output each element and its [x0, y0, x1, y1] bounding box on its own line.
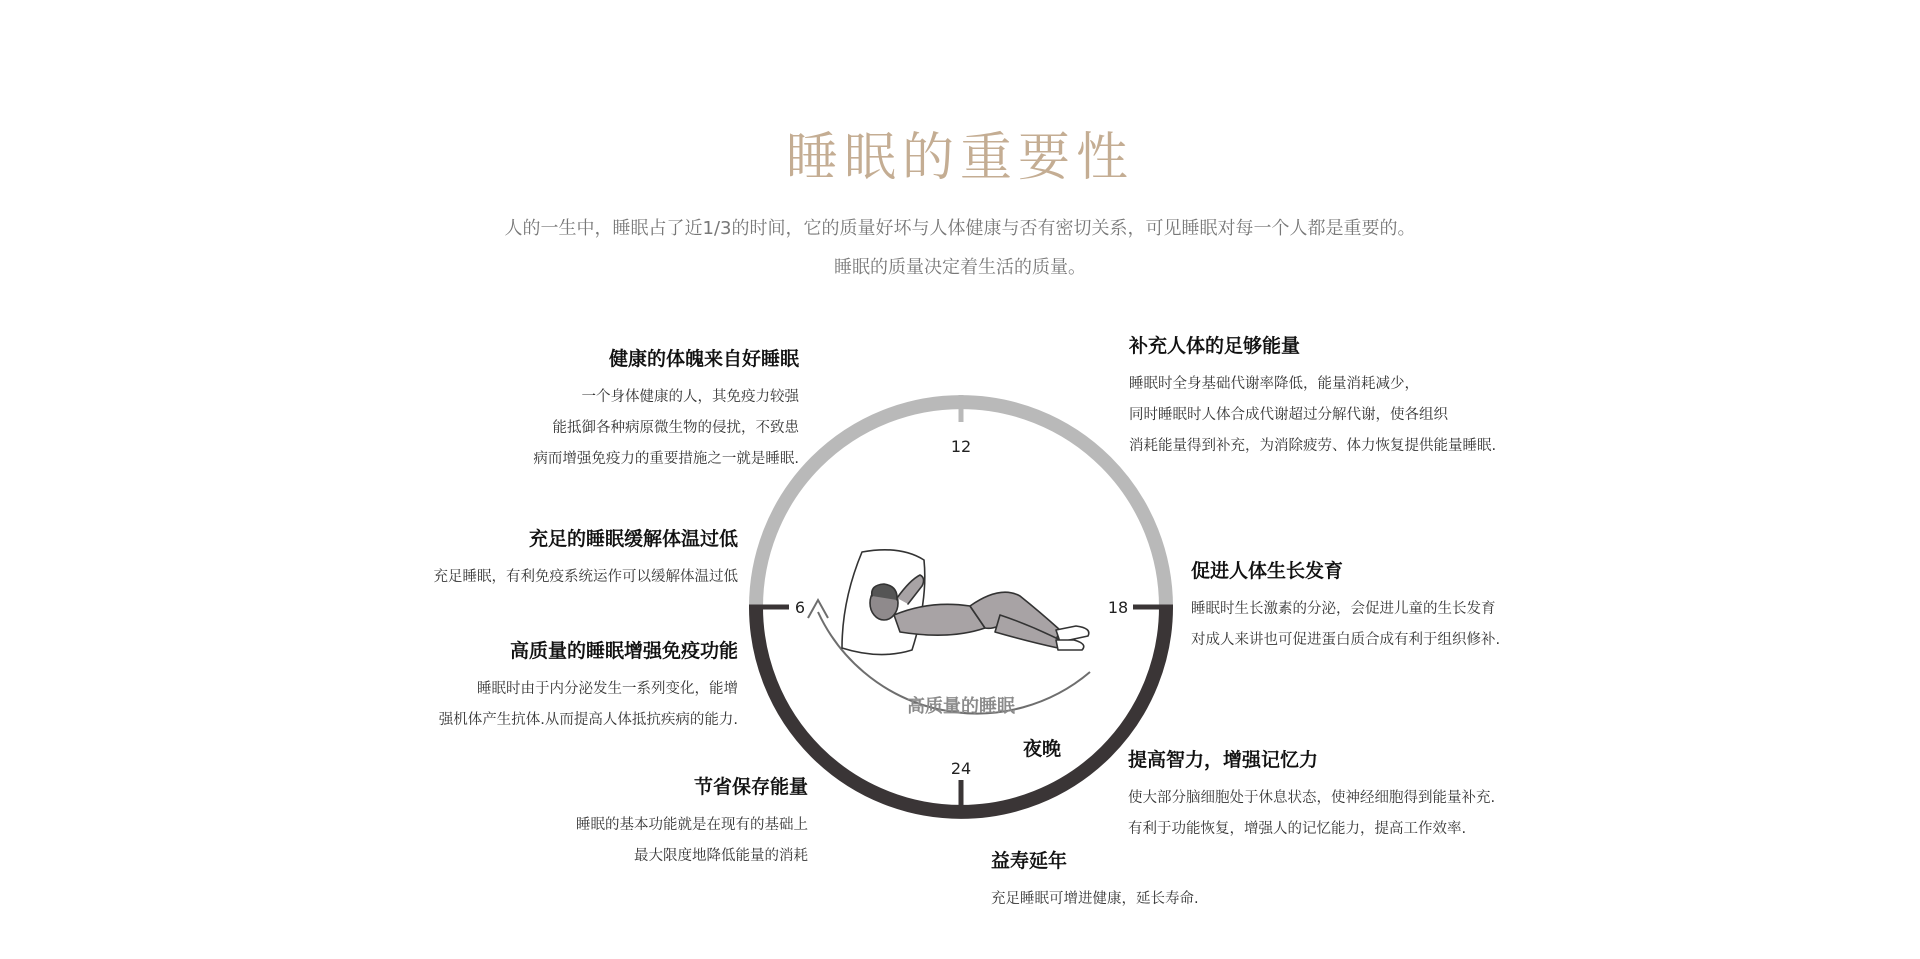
- block-line: 一个身体健康的人，其免疫力较强: [581, 389, 799, 405]
- block-line: 消耗能量得到补充，为消除疲劳、体力恢复提供能量睡眠.: [1129, 438, 1497, 454]
- block-memory: [1128, 747, 1495, 845]
- block-growth: [1191, 558, 1500, 656]
- block-title: 高质量的睡眠增强免疫功能: [509, 640, 738, 662]
- block-title: 促进人体生长发育: [1191, 560, 1344, 582]
- block-line: 充足睡眠，有利免疫系统运作可以缓解体温过低: [433, 569, 738, 585]
- block-line: 病而增强免疫力的重要措施之一就是睡眠.: [533, 451, 799, 467]
- block-save-energy: [576, 774, 808, 872]
- block-line: 睡眠的基本功能就是在现有的基础上: [576, 817, 808, 833]
- intro-line-2: 睡眠的质量决定着生活的质量。: [834, 257, 1086, 278]
- block-line: 强机体产生抗体.从而提高人体抵抗疾病的能力.: [438, 712, 738, 728]
- day-ring: [756, 402, 1166, 607]
- block-line: 睡眠时生长激素的分泌，会促进儿童的生长发育: [1191, 601, 1496, 617]
- block-healthy-body: [533, 346, 799, 475]
- block-title: 健康的体魄来自好睡眠: [608, 348, 799, 370]
- sleeping-person-icon: [842, 550, 1089, 655]
- block-immune-function: [439, 638, 738, 736]
- block-replenish-energy: [1129, 333, 1496, 462]
- block-title: 充足的睡眠缓解体温过低: [528, 528, 738, 550]
- block-longevity: [991, 848, 1199, 915]
- block-title: 节省保存能量: [693, 776, 808, 798]
- block-line: 使大部分脑细胞处于休息状态，使神经细胞得到能量补充.: [1128, 790, 1496, 806]
- block-title: 益寿延年: [991, 850, 1068, 872]
- block-line: 有利于功能恢复，增强人的记忆能力，提高工作效率.: [1128, 821, 1467, 837]
- block-body-temperature: [434, 526, 739, 593]
- page-title: 睡眠的重要性: [785, 128, 1134, 188]
- block-line: 对成人来讲也可促进蛋白质合成有利于组织修补.: [1191, 632, 1501, 648]
- dial-label-24: 24: [950, 759, 972, 778]
- dial-label-6: 6: [794, 598, 806, 617]
- block-line: 充足睡眠可增进健康，延长寿命.: [991, 891, 1199, 907]
- block-line: 睡眠时由于内分泌发生一系列变化，能增: [477, 681, 738, 697]
- block-line: 能抵御各种病原微生物的侵扰，不致患: [552, 420, 799, 436]
- night-label: 夜晚: [1022, 738, 1062, 760]
- high-quality-sleep-label: 高质量的睡眠: [907, 696, 1015, 717]
- block-line: 睡眠时全身基础代谢率降低，能量消耗减少，: [1129, 376, 1419, 392]
- arrow-head: [808, 600, 828, 618]
- dial-label-18: 18: [1107, 598, 1129, 617]
- block-line: 最大限度地降低能量的消耗: [634, 848, 808, 864]
- block-title: 提高智力，增强记忆力: [1128, 749, 1319, 771]
- block-line: 同时睡眠时人体合成代谢超过分解代谢，使各组织: [1129, 407, 1448, 423]
- block-title: 补充人体的足够能量: [1129, 335, 1301, 357]
- intro-line-1: 人的一生中，睡眠占了近1/3的时间，它的质量好坏与人体健康与否有密切关系，可见睡眠对每一个人都是重要的。: [504, 218, 1416, 239]
- dial-label-12: 12: [950, 437, 972, 456]
